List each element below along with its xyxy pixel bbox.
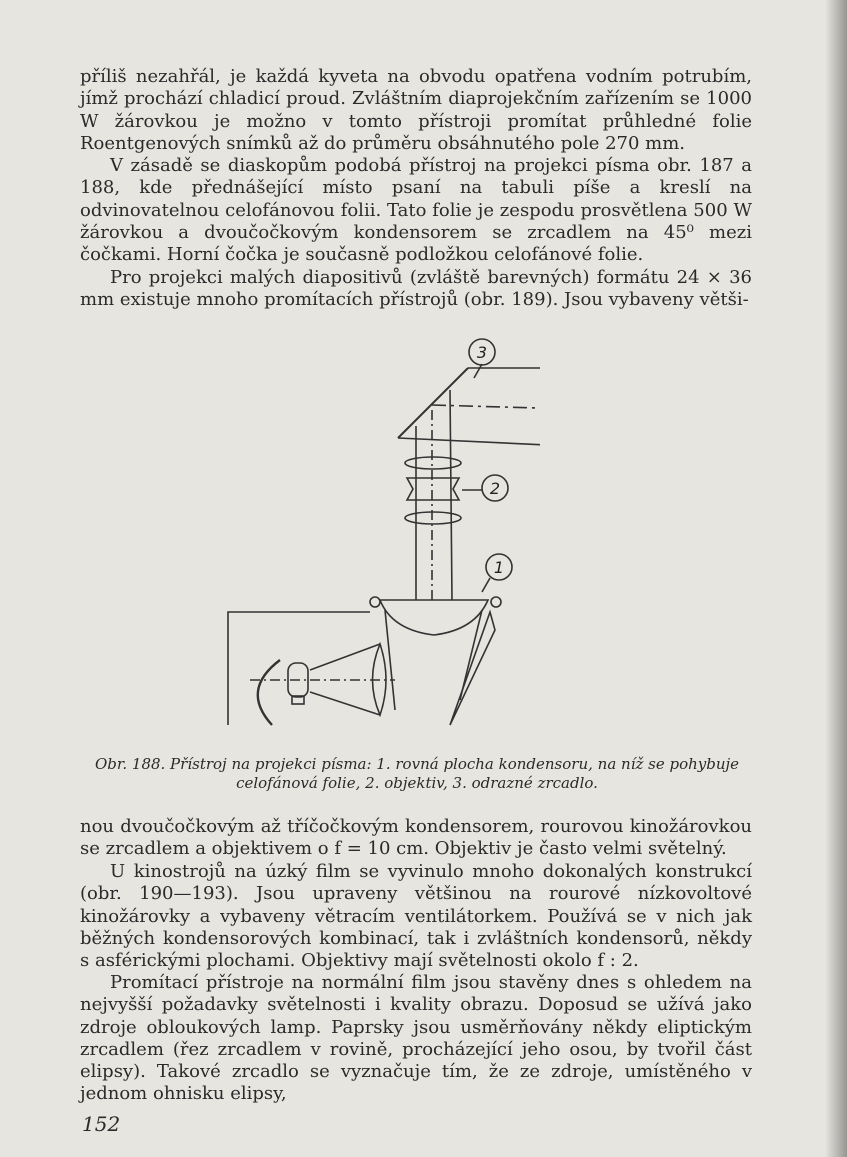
leader-3 <box>474 364 482 378</box>
ray-lower-right <box>460 610 482 700</box>
lamp-reflector <box>258 660 280 725</box>
objective-lens-top <box>405 457 461 469</box>
ray-lower-left <box>385 610 395 710</box>
film-roller-right <box>491 597 501 607</box>
label-2: 2 <box>489 479 501 498</box>
paragraph-4: nou dvoučočkovým až tříčočkovým kondensorem, rourovou kinožárovkou se zrcadlem a objektivem o f = 10 cm. Objektiv je často velmi světelný. <box>80 816 752 860</box>
objective-lens-bottom <box>405 512 461 524</box>
page-number: 152 <box>82 1112 121 1136</box>
label-3: 3 <box>476 343 488 362</box>
ray-lamp-top <box>310 644 380 670</box>
paragraph-1: příliš nezahřál, je každá kyveta na obvodu opatřena vodním potrubím, jímž prochází chladicí proud. Zvláštním diaprojekčním zařízením se 1000 W žárovkou je možno v tomto přístroji promítat průhledné folie Roentgenových snímků až do průměru obsáhnutého pole 270 mm. <box>80 66 752 154</box>
projector-diagram-svg <box>220 330 540 730</box>
label-1: 1 <box>493 558 505 577</box>
leader-1 <box>482 578 490 592</box>
page-binding-shadow <box>825 0 847 1157</box>
reflecting-mirror <box>398 368 468 438</box>
paragraph-2: V zásadě se diaskopům podobá přístroj na projekci písma obr. 187 a 188, kde přednášející místo psaní na tabuli píše a kreslí na odvinovatelnou celofánovou folii. Tato folie je zespodu prosvětlena 500 W žárovkou a dvoučočkovým kondensorem se zrcadlem na 45⁰ mezi čočkami. Horní čočka je současně podložkou celofánové folie. <box>80 155 752 266</box>
ray-lamp-bottom <box>310 692 380 715</box>
projector-diagram <box>220 330 540 730</box>
ray-right-vertical <box>450 390 452 600</box>
housing-outline <box>228 612 370 725</box>
paragraph-6: Promítací přístroje na normální film jsou stavěny dnes s ohledem na nejvyšší požadavky světelnosti i kvality obrazu. Doposud se užívá jako zdroje obloukových lamp. Paprsky jsou usměrňovány někdy eliptickým zrcadlem (řez zrcadlem v rovině, procházející jeho osou, by tvořil část elipsy). Takové zrcadlo se vyznačuje tím, že ze zdroje, umístěného v jednom ohnisku elipsy, <box>80 972 752 1105</box>
condenser-lens <box>380 600 488 635</box>
film-roller-left <box>370 597 380 607</box>
paragraph-3: Pro projekci malých diapositivů (zvláště barevných) formátu 24 × 36 mm existuje mnoho promítacích přístrojů (obr. 189). Jsou vybaveny větši- <box>80 267 752 311</box>
paragraph-5: U kinostrojů na úzký film se vyvinulo mnoho dokonalých konstrukcí (obr. 190—193). Jsou upraveny většinou na rourové nízkovoltové kinožárovky a vybaveny větracím ventilátorkem. Používá se v nich jak běžných kondensorových kombinací, tak i zvláštních kondensorů, někdy s asférickými plochami. Objektivy mají světelnosti okolo f : 2. <box>80 861 752 972</box>
figure-caption: Obr. 188. Přístroj na projekci písma: 1. rovná plocha kondensoru, na níž se pohybuje celofánová folie, 2. objektiv, 3. odrazné zrcadlo. <box>94 755 740 792</box>
ray-bottom <box>398 438 540 448</box>
ray-axis <box>432 405 540 410</box>
